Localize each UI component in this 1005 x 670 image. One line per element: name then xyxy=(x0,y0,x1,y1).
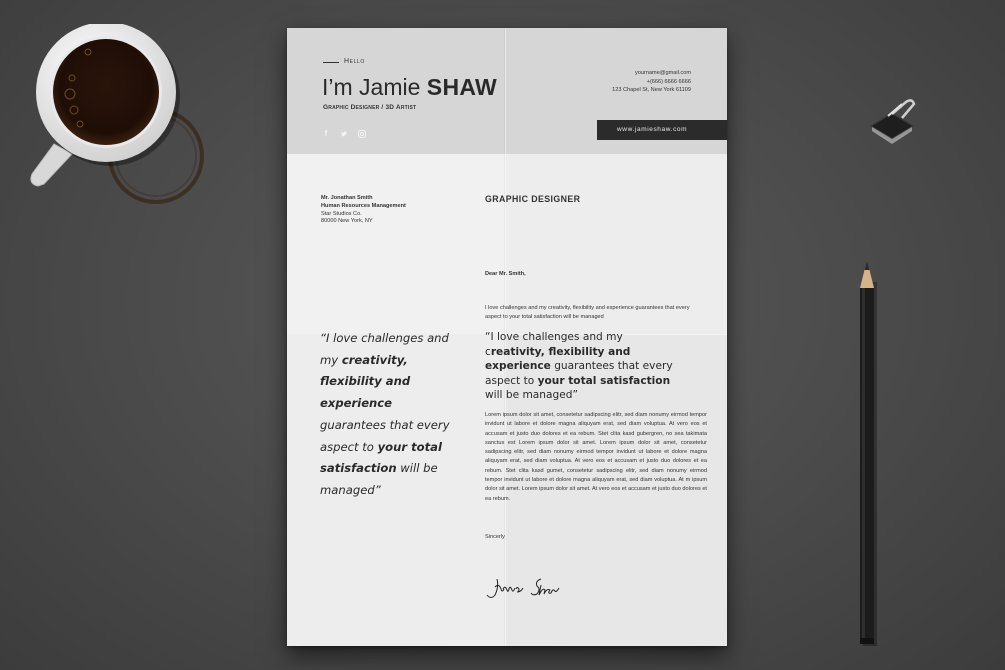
recipient-city: 80000 New York, NY xyxy=(321,218,373,225)
contact-address: 123 Chapel St, New York 61109 xyxy=(612,87,691,94)
quote-bold: creativity, flexibility and experience xyxy=(320,352,411,411)
binder-clip-image xyxy=(862,96,922,150)
recipient-block xyxy=(321,195,406,226)
recipient-company: Star Studios Co. xyxy=(321,210,362,217)
quote-bold: reativity, flexibility and experience xyxy=(485,345,631,372)
quote-text: will be managed” xyxy=(485,389,578,401)
quote-text: will be managed” xyxy=(320,461,438,497)
contact-email[interactable]: yourname@gmail.com xyxy=(634,70,691,76)
paper-fold-shade xyxy=(287,154,505,334)
website-link[interactable]: www.jamieshaw.com xyxy=(597,120,727,140)
intro-paragraph: I love challenges and my creativity, flexibility and experience guarantees that every aspect to your total satisfaction will be managed xyxy=(485,305,690,320)
pull-quote-body xyxy=(485,330,685,403)
quote-bold: your total satisfaction xyxy=(320,439,442,476)
cover-letter-paper xyxy=(287,28,727,646)
quote-bold: your total satisfaction xyxy=(537,374,671,387)
contact-info xyxy=(612,69,691,95)
salutation: Dear Mr. Smith, xyxy=(485,271,526,277)
hello-label: Hello xyxy=(344,58,365,65)
quote-text: “I love challenges and my xyxy=(320,331,449,367)
quote-text: guarantees that every aspect to xyxy=(485,360,673,387)
twitter-icon[interactable] xyxy=(340,130,348,138)
quote-text: “I love challenges and my c xyxy=(485,331,623,358)
facebook-icon[interactable]: f xyxy=(324,129,328,138)
quote-text: guarantees that every aspect to xyxy=(320,417,450,454)
pull-quote-large xyxy=(320,328,450,502)
instagram-icon[interactable] xyxy=(358,130,366,138)
hello-rule xyxy=(323,62,339,63)
name-last: SHAW xyxy=(426,74,497,100)
pencil-image xyxy=(850,258,884,646)
body-paragraph: Lorem ipsum dolor sit amet, consetetur sadipscing elitr, sed diam nonumy eirmod tempor invidunt ut labore et dolore magna aliquyam erat, sed diam voluptua. At vero eos et accusam et justo duo dolores et ea rebum. Stet clita kasd gubergren, no sea takimata sanctus est Lorem ipsum dolor sit amet. Lorem ipsum dolor sit amet, consetetur sadipscing elitr, sed diam nonumy eirmod tempor invidunt ut labore et dolore magna aliquyam erat, sed diam voluptua. At vero eos et accusam et justo duo dolores et ea rebum. Stet clita kasd gumet, consetetur sadipscing elitr, sed diam nonumy eirmod tempor invidunt ut labore et dolore magna aliquyam erat, sed diam voluptua. At m ipsum dolor sit amet. Lorem ipsum dolor sit amet. At vero eos et accusam et justo duo dolores et ea rebum. xyxy=(485,412,707,502)
candidate-role: Graphic Designer / 3D Artist xyxy=(323,104,417,111)
contact-phone: +(666) 6666 6666 xyxy=(646,78,691,85)
signature xyxy=(483,573,563,603)
job-title: GRAPHIC DESIGNER xyxy=(485,194,581,204)
closing: Sincerly xyxy=(485,534,505,540)
social-links xyxy=(322,130,366,138)
recipient-name: Mr. Jonathan Smith xyxy=(321,195,373,201)
coffee-cup-image xyxy=(26,24,236,214)
recipient-department: Human Resources Management xyxy=(321,202,406,209)
name-first: I’m Jamie xyxy=(322,74,427,100)
candidate-name xyxy=(322,74,497,101)
